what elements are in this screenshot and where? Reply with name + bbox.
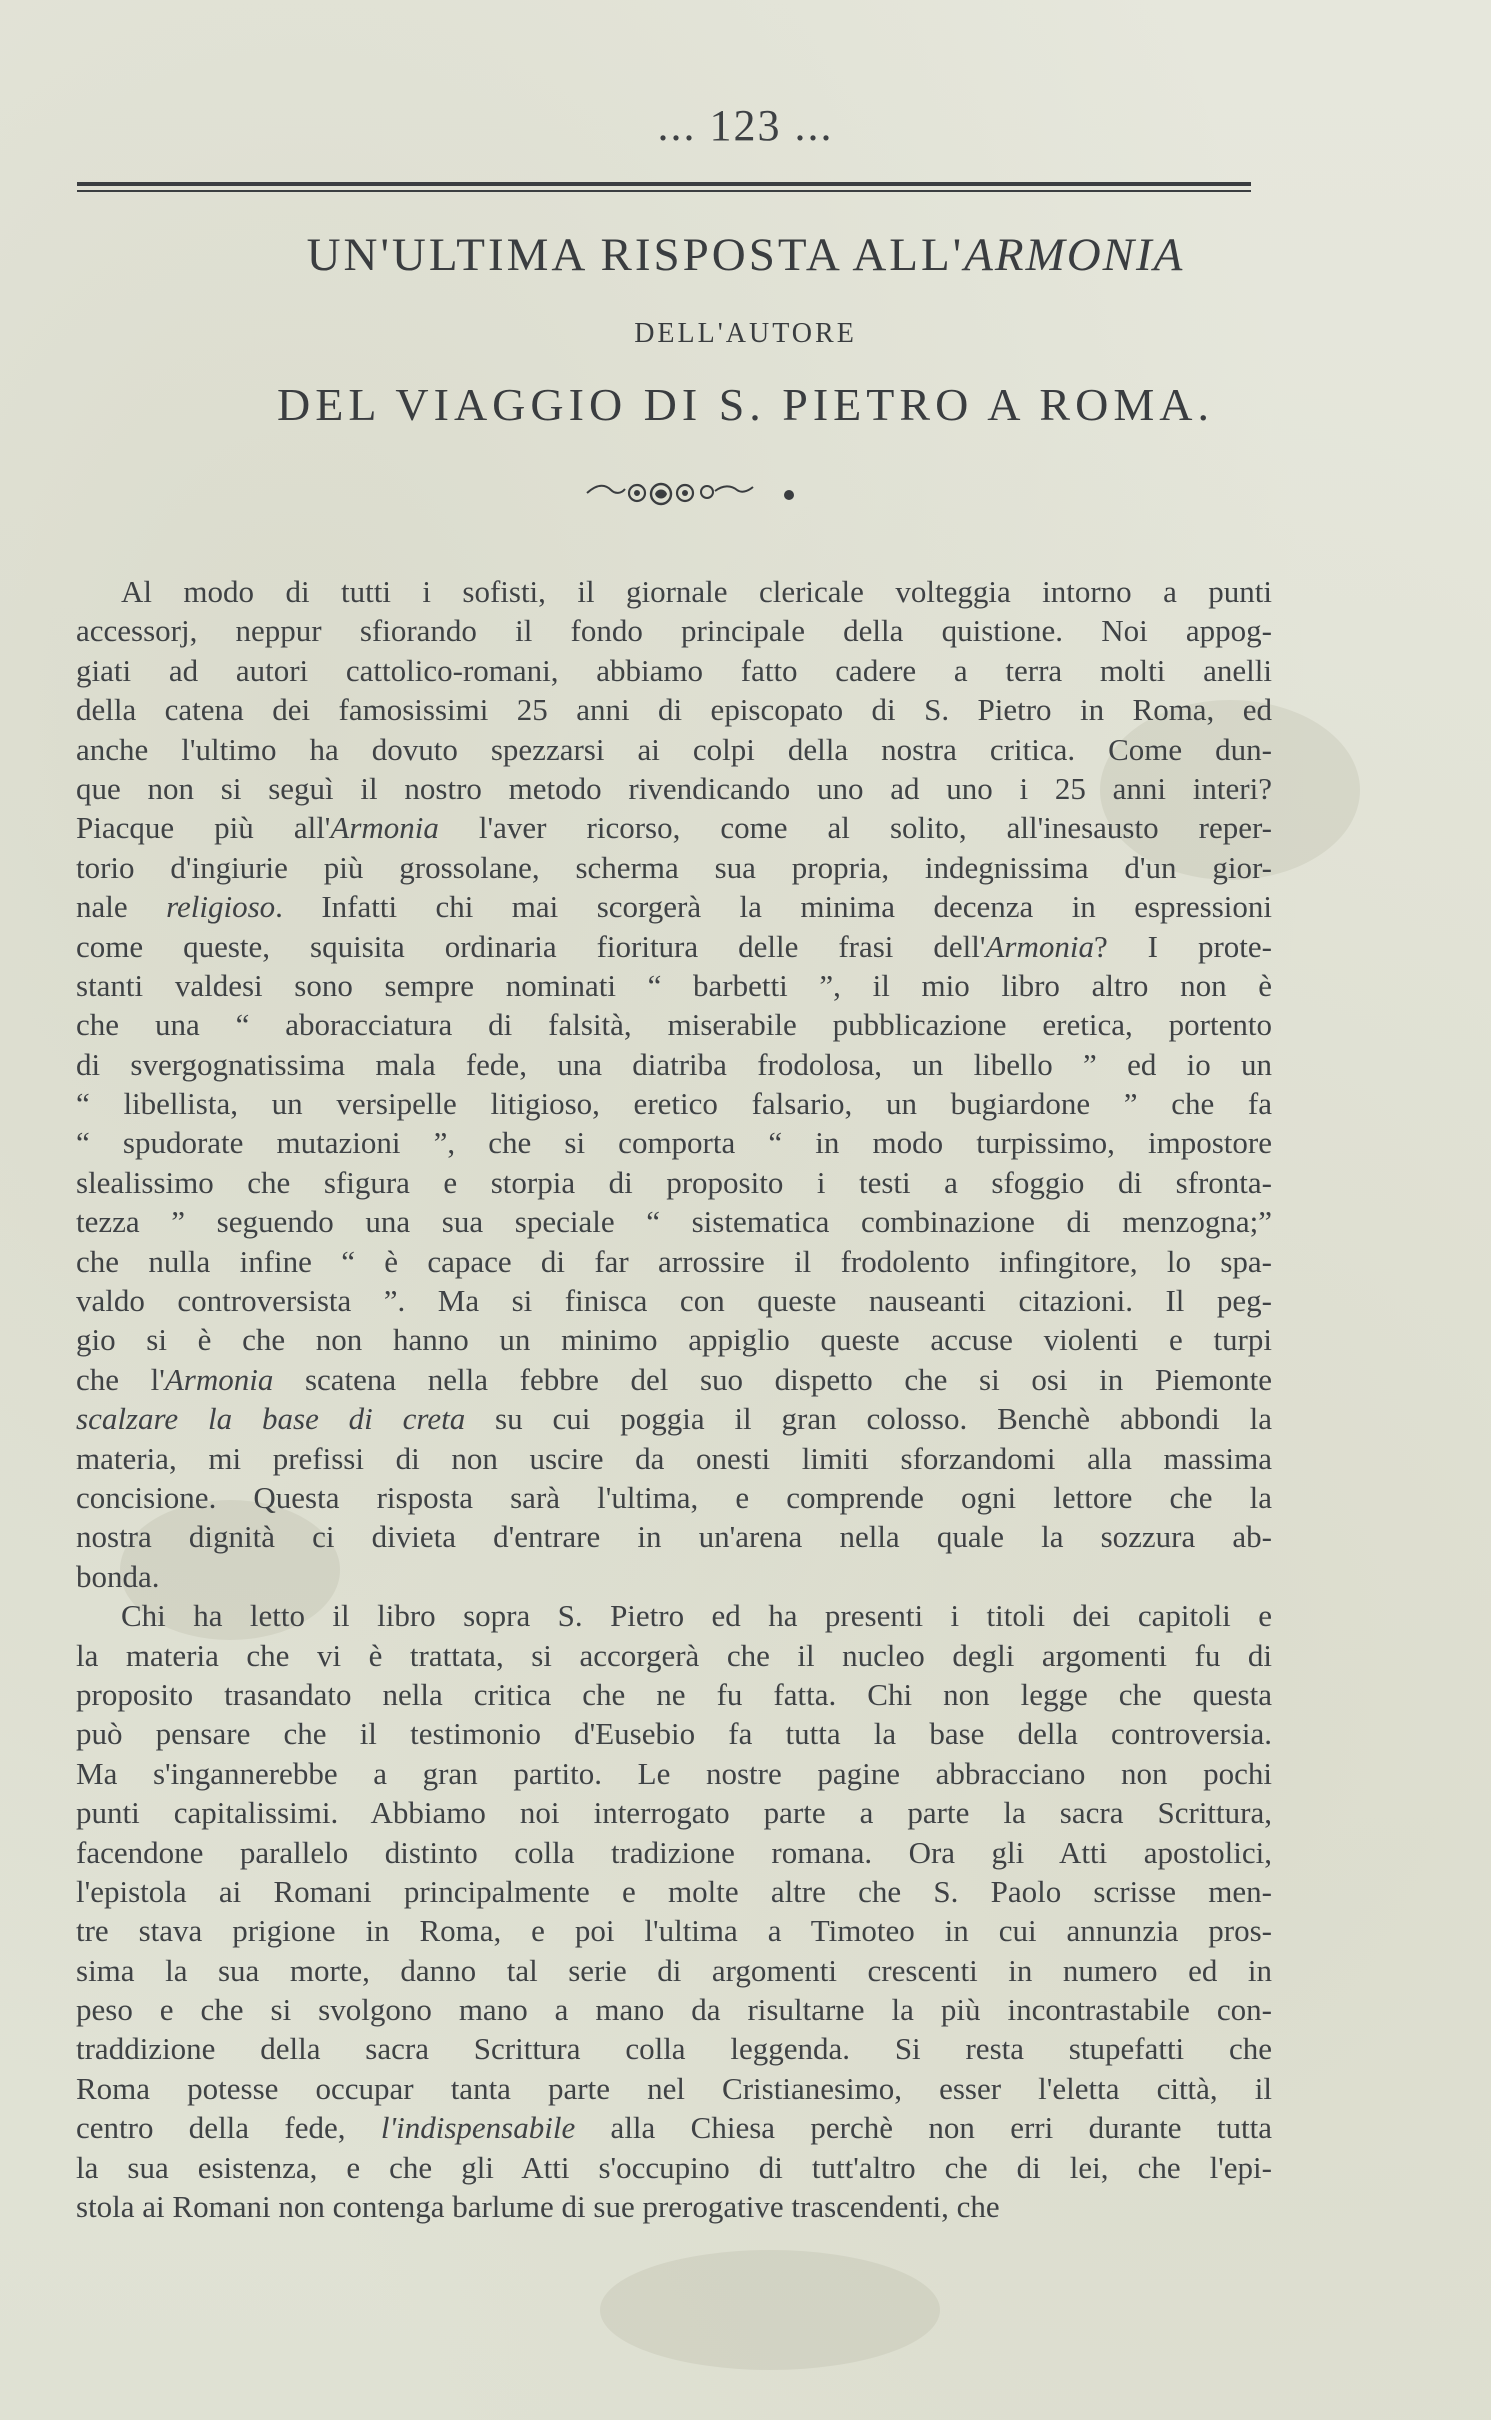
italic-text: l'indispensabile: [380, 2110, 576, 2146]
text-run: traddizione della sacra Scrittura colla leggenda. Si resta stupefatti che: [76, 2031, 1272, 2067]
text-line: [76, 1517, 1272, 1556]
text-line: [76, 1439, 1272, 1478]
text-run: slealissimo che sfigura e storpia di proposito i testi a sfoggio di sfronta-: [76, 1164, 1272, 1200]
italic-text: Armonia: [985, 928, 1094, 964]
text-line: [76, 1872, 1272, 1911]
text-run: “ libellista, un versipelle litigioso, eretico falsario, un bugiardone ” che fa: [76, 1086, 1272, 1122]
text-line: [76, 1557, 1272, 1596]
text-run: Al modo di tutti i sofisti, il giornale clericale volteggia intorno a punti: [121, 574, 1272, 609]
text-run: anche l'ultimo ha dovuto spezzarsi ai colpi della nostra critica. Come dun-: [76, 731, 1272, 767]
text-run: sima la sua morte, danno tal serie di argomenti crescenti in numero ed in: [76, 1952, 1272, 1988]
text-run: alla Chiesa perchè non erri durante tutta: [575, 2110, 1272, 2146]
text-line: [76, 1360, 1272, 1399]
article-subtitle: DELL'AUTORE: [634, 318, 857, 349]
italic-text: Armonia: [164, 1361, 274, 1397]
text-line: [76, 1478, 1272, 1517]
italic-text: religioso: [166, 889, 276, 925]
text-run: stanti valdesi sono sempre nominati “ barbetti ”, il mio libro altro non è: [76, 967, 1272, 1003]
text-run: su cui poggia il gran colosso. Benchè abbondi la: [465, 1401, 1272, 1437]
text-run: centro della fede,: [76, 2110, 381, 2146]
text-line: [76, 2148, 1272, 2187]
text-run: proposito trasandato nella critica che ne fu fatta. Chi non legge che questa: [76, 1676, 1272, 1712]
text-line: [76, 2029, 1272, 2068]
text-line: [76, 1596, 1272, 1635]
header-rule-thin: [77, 190, 1251, 192]
text-run: accessorj, neppur sfiorando il fondo principale della quistione. Noi appog-: [76, 613, 1272, 649]
text-run: punti capitalissimi. Abbiamo noi interrogato parte a parte la sacra Scrittura,: [76, 1795, 1272, 1831]
text-line: [76, 1754, 1272, 1793]
text-line: [76, 730, 1272, 769]
text-run: peso e che si svolgono mano a mano da risultarne la più incontrastabile con-: [76, 1992, 1272, 2028]
ornament-dot: [784, 490, 794, 500]
text-run: valdo controversista ”. Ma si finisca con queste nauseanti citazioni. Il peg-: [76, 1283, 1272, 1319]
italic-text: Armonia: [330, 810, 439, 846]
text-line: [76, 808, 1272, 847]
text-run: concisione. Questa risposta sarà l'ultima, e comprende ogni lettore che la: [76, 1479, 1272, 1515]
text-line: [76, 1833, 1272, 1872]
text-line: [76, 1951, 1272, 1990]
article-title-italic: ARMONIA: [964, 229, 1185, 281]
text-line: [76, 927, 1272, 966]
text-line: [76, 1005, 1272, 1044]
text-run: che l': [76, 1361, 165, 1397]
text-line: [76, 1202, 1272, 1241]
text-run: l'epistola ai Romani principalmente e molte altre che S. Paolo scrisse men-: [76, 1873, 1272, 1909]
text-run: di svergognatissima mala fede, una diatriba frodolosa, un libello ” ed io un: [76, 1046, 1272, 1082]
text-line: [76, 1163, 1272, 1202]
text-run: Piacque più all': [76, 810, 331, 846]
fleuron-ornament-icon: [585, 478, 755, 508]
article-body: [76, 572, 1272, 2226]
text-line: [76, 1123, 1272, 1162]
text-line: [76, 2069, 1272, 2108]
text-line: [76, 572, 1272, 611]
text-run: materia, mi prefissi di non uscire da onesti limiti sforzandomi alla massima: [76, 1440, 1272, 1476]
text-run: bonda.: [76, 1558, 160, 1594]
text-line: [76, 1714, 1272, 1753]
text-line: [76, 1399, 1272, 1438]
text-run: scatena nella febbre del suo dispetto che si osi in Piemonte: [273, 1361, 1272, 1397]
text-line: [76, 1636, 1272, 1675]
text-line: [76, 2108, 1272, 2147]
text-run: facendone parallelo distinto colla tradizione romana. Ora gli Atti apostolici,: [76, 1834, 1272, 1870]
article-title-text: UN'ULTIMA RISPOSTA ALL': [306, 229, 965, 281]
paper-stain: [600, 2250, 940, 2370]
text-run: nostra dignità ci divieta d'entrare in un'arena nella quale la sozzura ab-: [76, 1519, 1272, 1555]
text-line: [76, 887, 1272, 926]
text-run: “ spudorate mutazioni ”, che si comporta “ in modo turpissimo, impostore: [76, 1125, 1272, 1161]
text-run: della catena dei famosissimi 25 anni di episcopato di S. Pietro in Roma, ed: [76, 692, 1272, 728]
text-run: gio si è che non hanno un minimo appiglio queste accuse violenti e turpi: [76, 1322, 1272, 1358]
text-run: torio d'ingiurie più grossolane, scherma sua propria, indegnissima d'un gior-: [76, 849, 1272, 885]
text-line: [76, 1911, 1272, 1950]
text-run: Ma s'ingannerebbe a gran partito. Le nostre pagine abbracciano non pochi: [76, 1755, 1272, 1791]
text-run: Roma potesse occupar tanta parte nel Cristianesimo, esser l'eletta città, il: [76, 2070, 1272, 2106]
text-run: tre stava prigione in Roma, e poi l'ultima a Timoteo in cui annunzia pros-: [76, 1913, 1272, 1949]
paragraph: [76, 1596, 1272, 2226]
text-run: la sua esistenza, e che gli Atti s'occupino di tutt'altro che di lei, che l'epi-: [76, 2149, 1272, 2185]
text-run: stola ai Romani non contenga barlume di sue prerogative trascendenti, che: [76, 2189, 1000, 2225]
text-line: [76, 1320, 1272, 1359]
text-run: . Infatti chi mai scorgerà la minima decenza in espressioni: [275, 889, 1272, 925]
text-line: [76, 1045, 1272, 1084]
text-line: [76, 1242, 1272, 1281]
article-title: [0, 228, 1491, 282]
text-line: [76, 966, 1272, 1005]
text-line: [76, 1675, 1272, 1714]
text-line: [76, 848, 1272, 887]
text-line: [76, 1084, 1272, 1123]
text-line: [76, 1990, 1272, 2029]
text-line: [76, 690, 1272, 729]
text-run: l'aver ricorso, come al solito, all'inesausto reper-: [438, 810, 1272, 846]
text-run: può pensare che il testimonio d'Eusebio fa tutta la base della controversia.: [76, 1716, 1272, 1752]
text-run: giati ad autori cattolico-romani, abbiamo fatto cadere a terra molti anelli: [76, 652, 1272, 688]
text-line: [76, 769, 1272, 808]
text-line: [76, 651, 1272, 690]
text-line: [76, 1281, 1272, 1320]
text-run: come queste, squisita ordinaria fioritura delle frasi dell': [76, 928, 986, 964]
italic-text: scalzare la base di creta: [76, 1401, 466, 1437]
page-number: ... 123 ...: [657, 101, 834, 150]
text-run: nale: [76, 889, 167, 925]
article-title-second-line: DEL VIAGGIO DI S. PIETRO A ROMA.: [277, 379, 1214, 430]
text-line: [76, 2187, 1272, 2226]
text-run: ? I prote-: [1093, 928, 1272, 964]
text-run: che nulla infine “ è capace di far arrossire il frodolento infingitore, lo spa-: [76, 1243, 1272, 1279]
text-run: Chi ha letto il libro sopra S. Pietro ed ha presenti i titoli dei capitoli e: [121, 1598, 1272, 1634]
header-rule-thick: [77, 182, 1251, 186]
text-line: [76, 611, 1272, 650]
text-run: tezza ” seguendo una sua speciale “ sistematica combinazione di menzogna;”: [76, 1204, 1272, 1240]
text-run: la materia che vi è trattata, si accorgerà che il nucleo degli argomenti fu di: [76, 1637, 1272, 1673]
text-run: che una “ aboracciatura di falsità, miserabile pubblicazione eretica, portento: [76, 1007, 1272, 1043]
paragraph: [76, 572, 1272, 1596]
text-line: [76, 1793, 1272, 1832]
text-run: que non si seguì il nostro metodo rivendicando uno ad uno i 25 anni interi?: [76, 770, 1272, 806]
